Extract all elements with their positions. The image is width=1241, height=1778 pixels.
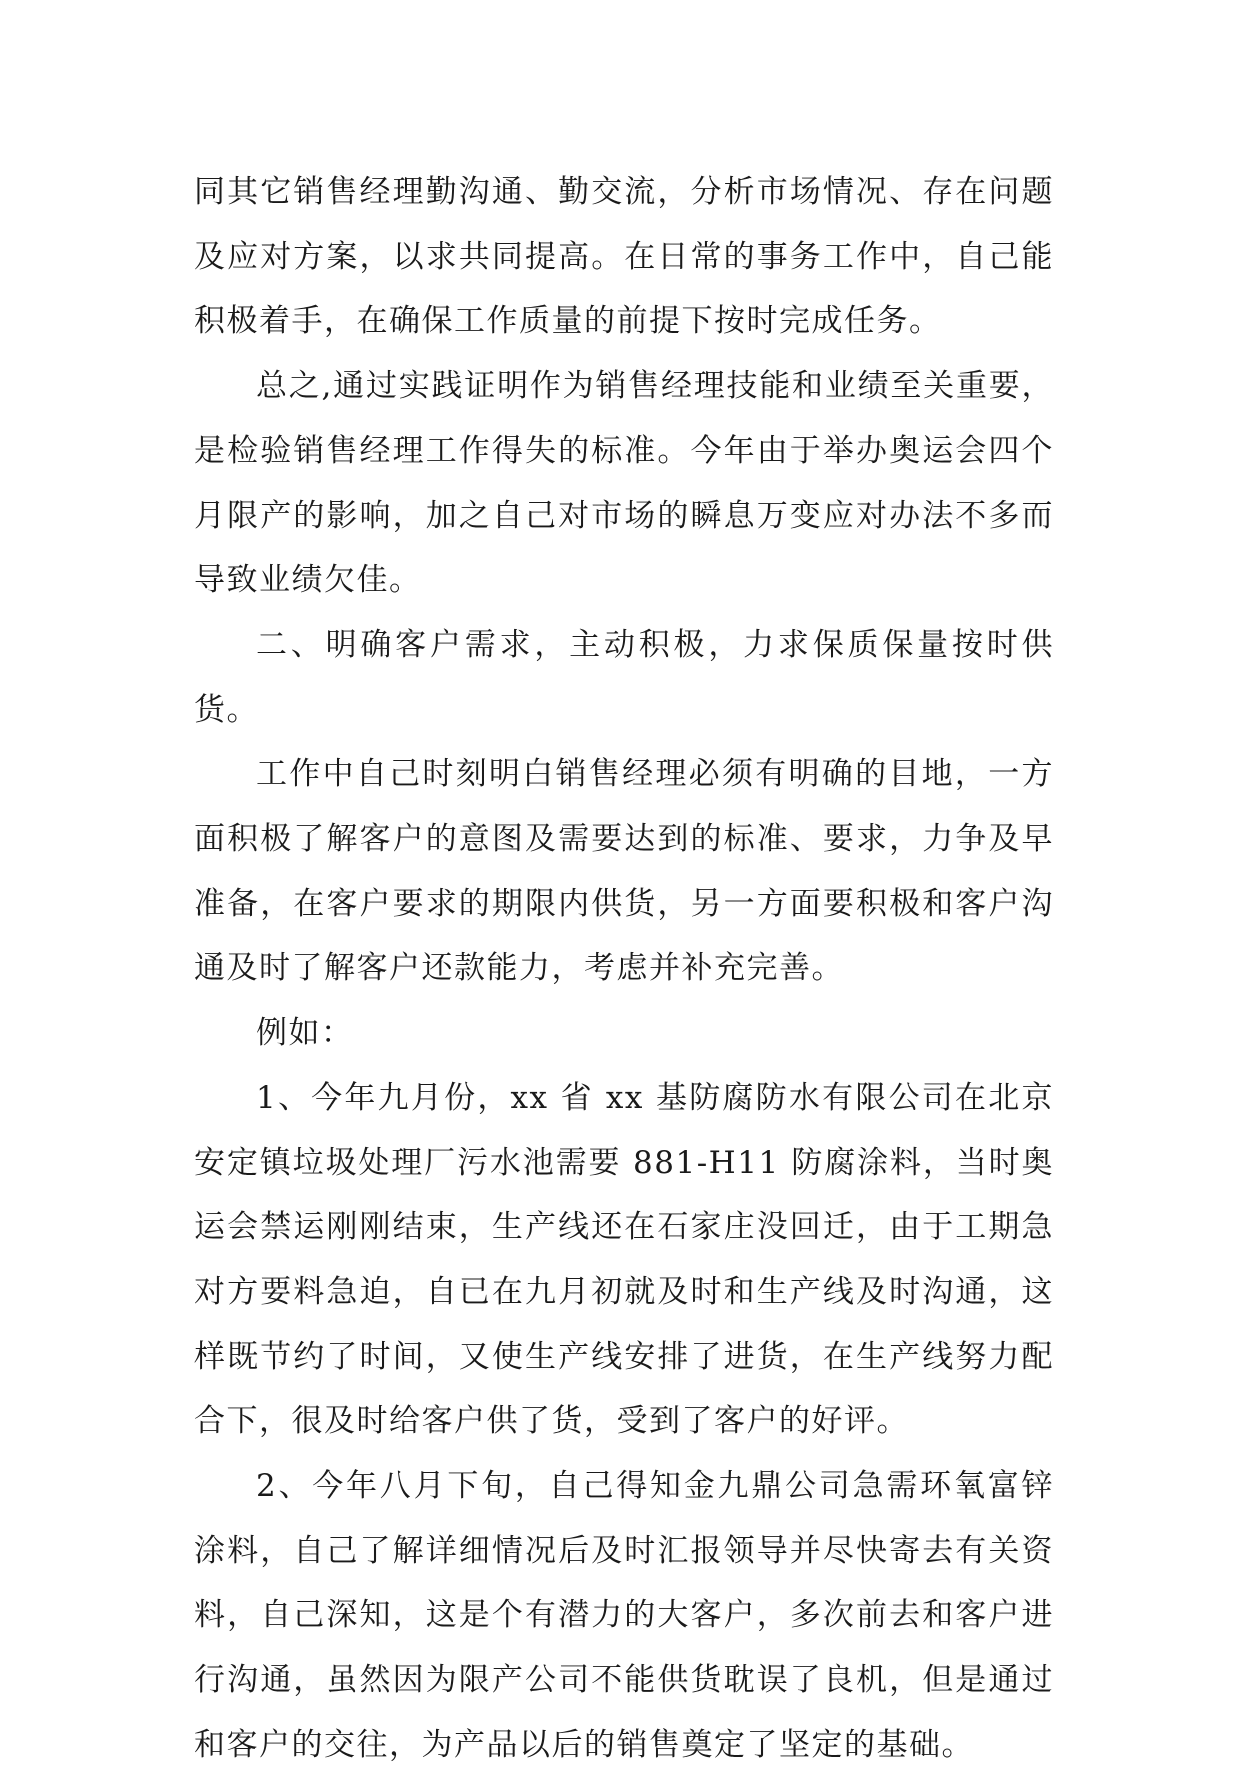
paragraph-work: 工作中自己时刻明白销售经理必须有明确的目地，一方面积极了解客户的意图及需要达到的标准、要求，力争及早准备，在客户要求的期限内供货，另一方面要积极和客户沟通及时了解客户还款能力，考虑并补充完善。 [194, 756, 1054, 987]
paragraph-summary: 总之,通过实践证明作为销售经理技能和业绩至关重要，是检验销售经理工作得失的标准。今年由于举办奥运会四个月限产的影响，加之自己对市场的瞬息万变应对办法不多而导致业绩欠佳。 [194, 368, 1054, 599]
section-heading: 二、明确客户需求，主动积极，力求保质保量按时供货。 [194, 626, 1054, 728]
paragraph-continuation: 同其它销售经理勤沟通、勤交流，分析市场情况、存在问题及应对方案，以求共同提高。在日常的事务工作中，自己能积极着手，在确保工作质量的前提下按时完成任务。 [194, 174, 1054, 340]
document-body [194, 160, 1054, 1778]
paragraph-example-2: 2、今年八月下旬，自己得知金九鼎公司急需环氧富锌涂料，自己了解详细情况后及时汇报领导并尽快寄去有关资料，自己深知，这是个有潜力的大客户，多次前去和客户进行沟通，虽然因为限产公司不能供货耽误了良机，但是通过和客户的交往，为产品以后的销售奠定了坚定的基础。 [194, 1468, 1054, 1763]
paragraph-example-intro: 例如： [256, 1015, 354, 1052]
paragraph-example-1: 1、今年九月份，xx 省 xx 基防腐防水有限公司在北京安定镇垃圾处理厂污水池需要 881-H11 防腐涂料，当时奥运会禁运刚刚结束，生产线还在石家庄没回迁，由于工期急对方要料急迫，自已在九月初就及时和生产线及时沟通，这样既节约了时间，又使生产线安排了进货，在生产线努力配合下，很及时给客户供了货，受到了客户的好评。 [194, 1079, 1054, 1440]
